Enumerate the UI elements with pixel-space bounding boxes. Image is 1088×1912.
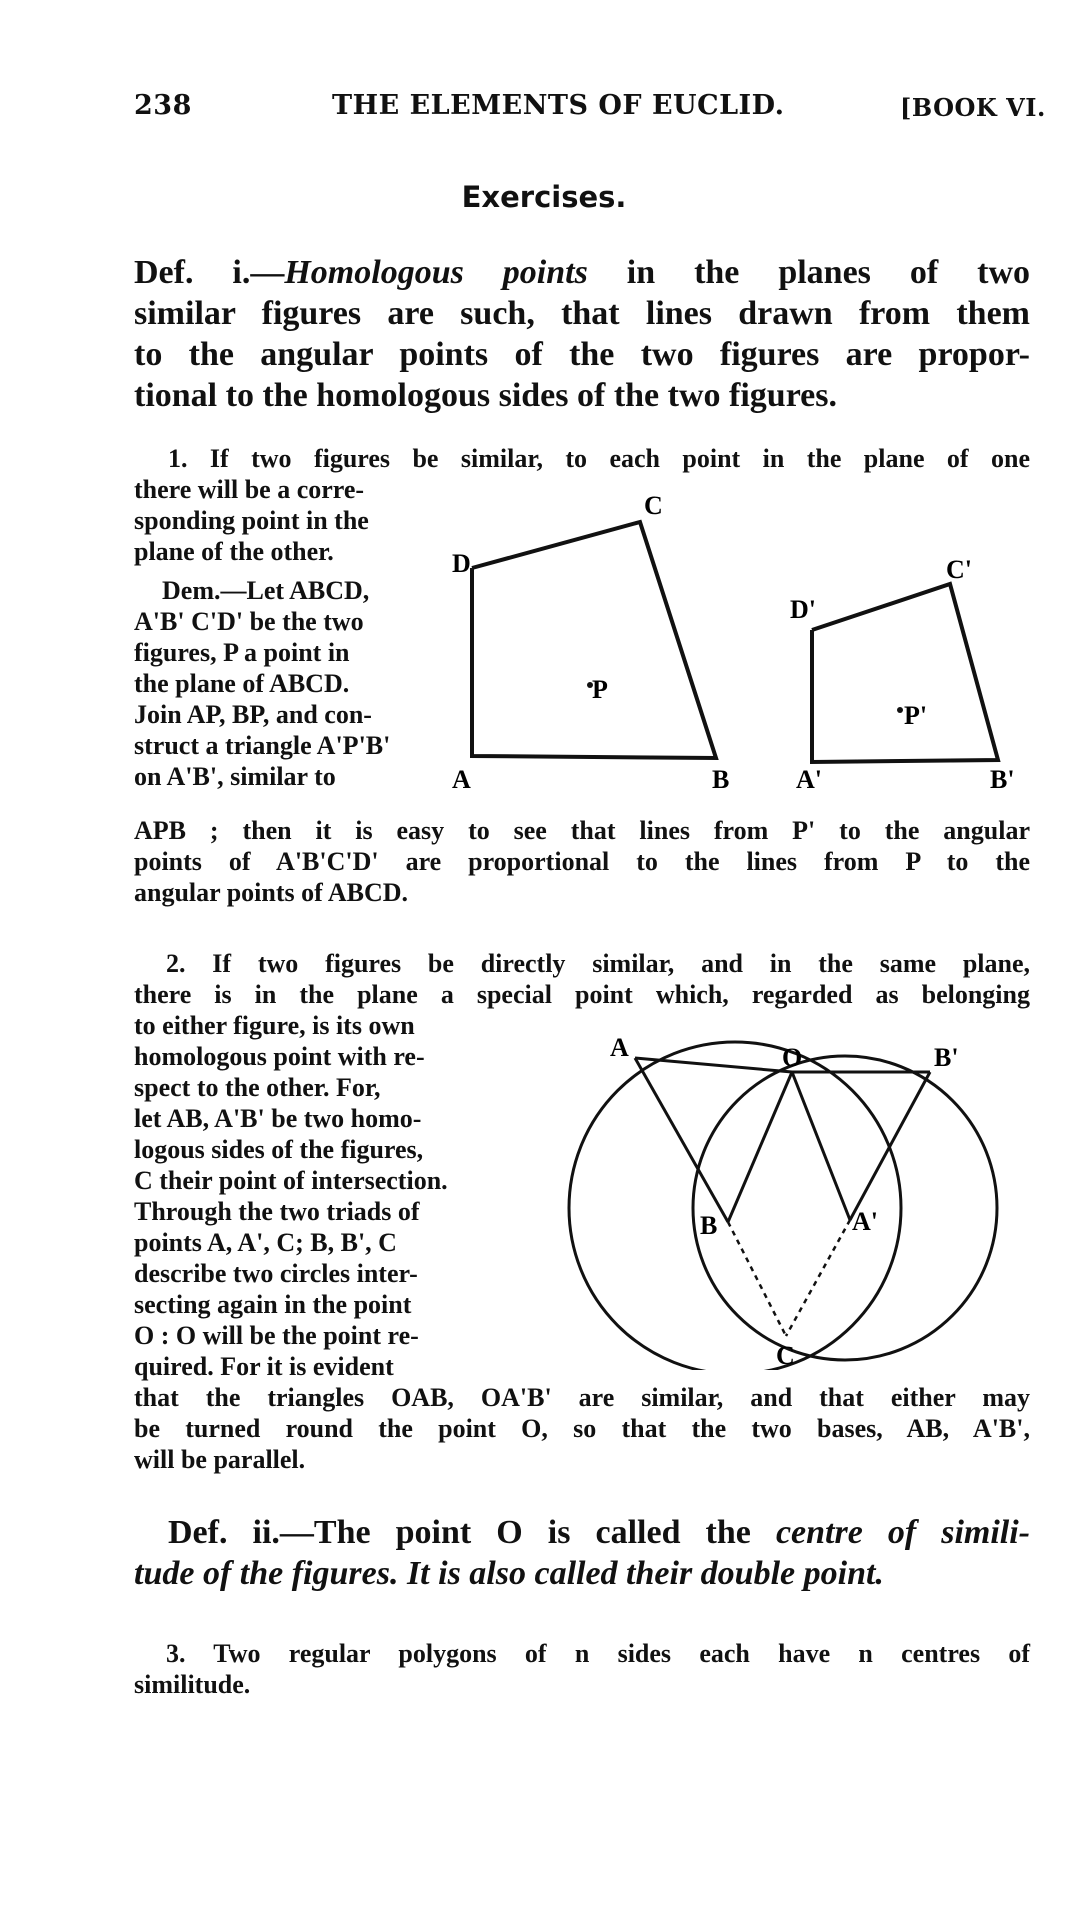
segment-ao bbox=[635, 1058, 792, 1072]
segment-oa2 bbox=[792, 1072, 850, 1220]
book-label: [BOOK VI. bbox=[900, 93, 1046, 122]
label-p: P bbox=[592, 675, 608, 704]
ex2-tail-line: that the triangles OAB, OA'B' are similar, and that either may bbox=[134, 1383, 1030, 1412]
ex2-side-line: homologous point with re- bbox=[134, 1042, 425, 1071]
label-a2: A' bbox=[852, 1207, 878, 1236]
ex3-line-2: similitude. bbox=[134, 1670, 251, 1699]
ex1-side-line: on A'B', similar to bbox=[134, 762, 336, 791]
label-c2: C' bbox=[946, 555, 972, 584]
ex1-side-line: Dem.—Let ABCD, bbox=[162, 576, 370, 605]
definition-1-line-1-rest: in the planes of two bbox=[587, 254, 1031, 291]
ex3-line-1: 3. Two regular polygons of n sides each have n centres of bbox=[166, 1639, 1030, 1668]
ex1-side-line: Join AP, BP, and con- bbox=[134, 700, 372, 729]
exercise-1-line-1: 1. If two figures be similar, to each point in the plane of one bbox=[168, 444, 1030, 473]
ex1-side-line: there will be a corre- bbox=[134, 475, 365, 504]
ex2-line-1: 2. If two figures be directly similar, and in the same plane, bbox=[166, 949, 1030, 978]
point-p2-dot bbox=[897, 707, 903, 713]
label-p2: P' bbox=[904, 701, 928, 730]
label-d2: D' bbox=[790, 595, 816, 624]
ex2-side-line: secting again in the point bbox=[134, 1290, 412, 1319]
ex2-line-2: there is in the plane a special point which, regarded as belonging bbox=[134, 980, 1030, 1009]
definition-1-line-2: similar figures are such, that lines drawn from them bbox=[134, 295, 1030, 332]
definition-1-line-4: tional to the homologous sides of the two figures. bbox=[134, 377, 837, 414]
ex1-tail-line: APB ; then it is easy to see that lines from P' to the angular bbox=[134, 816, 1030, 845]
quadrilateral-a2b2c2d2 bbox=[812, 584, 998, 762]
ex2-side-line: Through the two triads of bbox=[134, 1197, 420, 1226]
ex2-tail-line: be turned round the point O, so that the two bases, AB, A'B', bbox=[134, 1414, 1030, 1443]
running-title: THE ELEMENTS OF EUCLID. bbox=[332, 90, 785, 121]
ex2-side-line: points A, A', C; B, B', C bbox=[134, 1228, 397, 1257]
label-c: C bbox=[776, 1341, 795, 1370]
definition-1-term: Homologous points bbox=[284, 254, 588, 291]
exercise-1-side-text bbox=[134, 474, 444, 792]
definition-2-line-2: tude of the figures. It is also called their double point. bbox=[134, 1555, 884, 1592]
segment-ob bbox=[728, 1072, 792, 1222]
label-c: C bbox=[644, 491, 663, 520]
segment-a2b2 bbox=[850, 1072, 930, 1220]
ex2-side-line: quired. For it is evident bbox=[134, 1352, 394, 1381]
definition-1 bbox=[134, 252, 1030, 416]
label-o: O bbox=[782, 1043, 803, 1072]
ex2-side-line: spect to the other. For, bbox=[134, 1073, 381, 1102]
ex1-side-line: struct a triangle A'P'B' bbox=[134, 731, 391, 760]
ex2-side-line: describe two circles inter- bbox=[134, 1259, 418, 1288]
exercise-2-intro bbox=[134, 948, 1030, 1010]
ex1-side-line: sponding point in the bbox=[134, 506, 369, 535]
exercise-2-tail bbox=[134, 1382, 1030, 1475]
ex1-side-line: the plane of ABCD. bbox=[134, 669, 350, 698]
label-a: A bbox=[610, 1033, 629, 1062]
exercise-1-figure bbox=[440, 480, 1040, 810]
segment-ab bbox=[635, 1058, 728, 1222]
ex2-side-line: C their point of intersection. bbox=[134, 1166, 448, 1195]
exercise-2-figure bbox=[530, 1020, 1040, 1370]
label-a: A bbox=[452, 765, 471, 794]
ex1-side-line: plane of the other. bbox=[134, 537, 334, 566]
segment-bc-dotted bbox=[728, 1222, 786, 1336]
label-a2: A' bbox=[796, 765, 822, 794]
definition-2-plain: The point O is called the bbox=[313, 1514, 776, 1551]
definition-2-line-1 bbox=[168, 1512, 1030, 1553]
ex2-side-line: to either figure, is its own bbox=[134, 1011, 415, 1040]
ex1-side-line: figures, P a point in bbox=[134, 638, 350, 667]
definition-2-continuation bbox=[134, 1553, 1030, 1594]
ex2-side-line: let AB, A'B' be two homo- bbox=[134, 1104, 422, 1133]
ex2-side-line: O : O will be the point re- bbox=[134, 1321, 419, 1350]
definition-2 bbox=[168, 1512, 1030, 1553]
definition-1-label: Def. i.— bbox=[134, 254, 285, 291]
label-b2: B' bbox=[934, 1043, 959, 1072]
exercise-1-tail bbox=[134, 815, 1030, 908]
exercise-3 bbox=[134, 1638, 1030, 1700]
label-b2: B' bbox=[990, 765, 1015, 794]
definition-2-label: Def. ii.— bbox=[168, 1514, 314, 1551]
section-title: Exercises. bbox=[461, 180, 627, 214]
ex1-tail-line: points of A'B'C'D' are proportional to the lines from P to the bbox=[134, 847, 1030, 876]
ex1-tail-line: angular points of ABCD. bbox=[134, 878, 409, 907]
ex1-side-line: A'B' C'D' be the two bbox=[134, 607, 364, 636]
definition-1-line-3: to the angular points of the two figures are propor- bbox=[134, 336, 1030, 373]
exercise-2-side-text bbox=[134, 1010, 554, 1382]
definition-1-line-1 bbox=[134, 252, 1030, 293]
segment-a2c-dotted bbox=[786, 1220, 850, 1336]
label-b: B bbox=[712, 765, 730, 794]
label-b: B bbox=[700, 1211, 718, 1240]
ex2-tail-line: will be parallel. bbox=[134, 1445, 306, 1474]
ex2-side-line: logous sides of the figures, bbox=[134, 1135, 424, 1164]
quadrilateral-abcd bbox=[472, 522, 716, 758]
definition-2-term: centre of simili- bbox=[775, 1514, 1031, 1551]
page-number: 238 bbox=[134, 90, 192, 121]
label-d: D bbox=[452, 549, 471, 578]
